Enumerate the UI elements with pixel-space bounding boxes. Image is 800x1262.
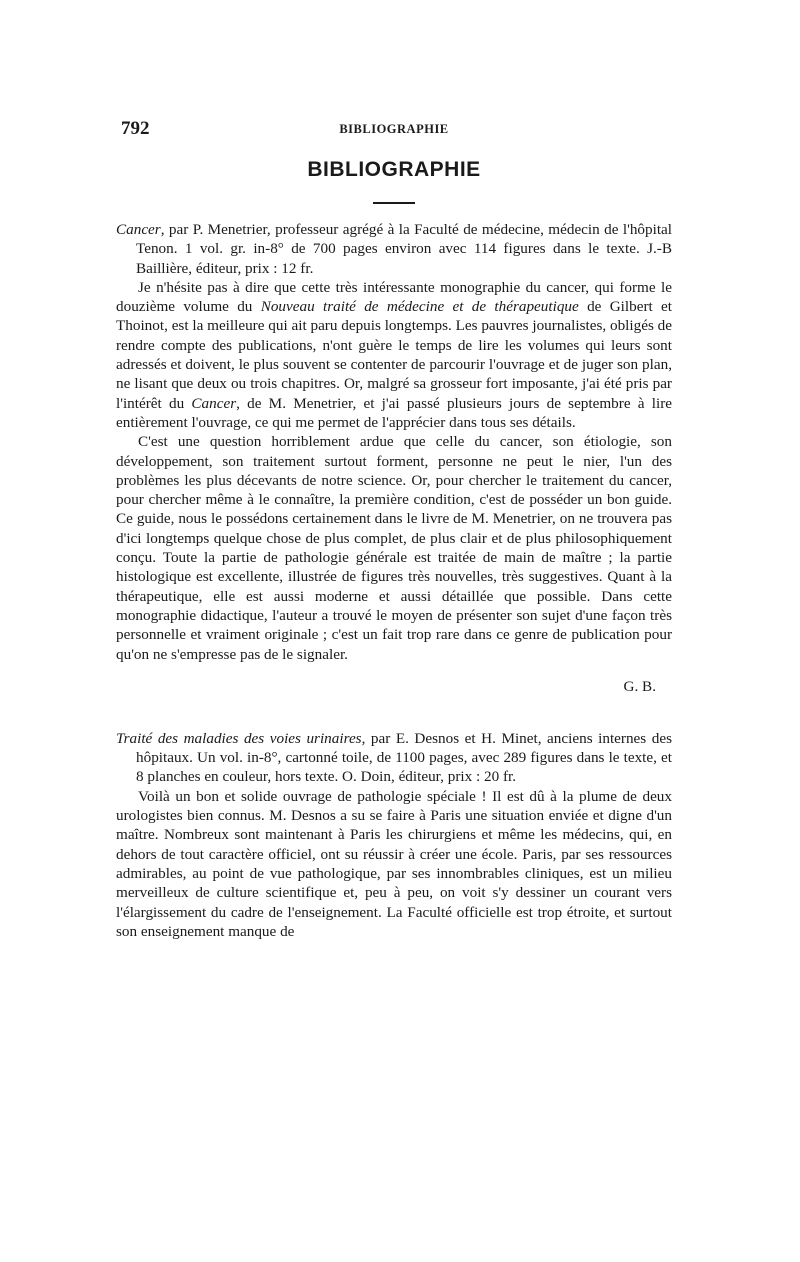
review1-signature: G. B. <box>623 677 656 695</box>
review1-p1-text-a: Je n'hésite pas à dire que cette très intéressante monographie du cancer, qui forme le douzième volume du <box>116 278 672 316</box>
review1-p1-series-title: Nouveau traité de médecine et de thérapeutique <box>260 298 579 316</box>
running-head <box>116 118 672 142</box>
page-number: 792 <box>121 118 150 139</box>
review1-p1-text-b: de Gilbert et Thoinot, est la meilleure qui ait paru depuis longtemps. Les pauvres journalistes, obligés de rendre compte des publications, n'ont guère le temps de lire les volumes qui leurs sont adressés et doivent, le plus souvent se contenter de parcourir l'ouvrage et de juger son plan, ne lisant que deux ou trois chapitres. Or, malgré sa grosseur fort imposante, j'ai été pris par l'intérêt du <box>116 298 672 412</box>
review1-reference <box>116 220 672 278</box>
review1-body <box>116 278 672 664</box>
review1-p1-book-title: Cancer <box>191 394 237 412</box>
review1-p1-text-c: , de M. Menetrier, et j'ai passé plusieurs jours de septembre à lire entièrement l'ouvrage, ce qui me permet de l'apprécier dans tous ses détails. <box>116 394 672 431</box>
review2-reference <box>116 729 672 787</box>
review1-paragraph-2: C'est une question horriblement ardue que celle du cancer, son étiologie, son développement, son traitement surtout forment, personne ne peut le nier, l'un des problèmes les plus décevants de notre science. Or, pour chercher le traitement du cancer, pour chercher même à le connaître, la première condition, c'est de posséder un bon guide. Ce guide, nous le possédons certainement dans le livre de M. Menetrier, on ne trouvera pas d'ici longtemps quelque chose de plus complet, de plus clair et de plus philosophiquement conçu. Toute la partie de pathologie générale est traitée de main de maître ; la partie histologique est excellente, illustrée de figures très nouvelles, très suggestives. Quant à la thérapeutique, elle est aussi moderne et aussi détaillée que possible. Dans cette monographie didactique, l'auteur a trouvé le moyen de présenter son sujet d'une façon très personnelle et vraiment originale ; c'est un fait trop rare dans ce genre de publication pour qu'on ne s'empresse pas de le signaler. <box>116 433 672 663</box>
section-title: BIBLIOGRAPHIE <box>307 158 481 181</box>
running-title: BIBLIOGRAPHIE <box>339 122 449 136</box>
review1-reference-details: , par P. Menetrier, professeur agrégé à la Faculté de médecine, médecin de l'hôpital Tenon. 1 vol. gr. in-8° de 700 pages environ avec 114 figures dans le texte. J.-B Baillière, éditeur, prix : 12 fr. <box>136 221 672 277</box>
page <box>116 118 672 941</box>
review2-reference-details: , par E. Desnos et H. Minet, anciens internes des hôpitaux. Un vol. in-8°, cartonné toile, de 1100 pages, avec 289 figures dans le texte, et 8 planches en couleur, hors texte. O. Doin, éditeur, prix : 20 fr. <box>136 729 672 786</box>
review2-paragraph-1: Voilà un bon et solide ouvrage de pathologie spéciale ! Il est dû à la plume de deux urologistes bien connus. M. Desnos a su se faire à Paris une situation enviée et digne d'un maître. Nombreux sont maintenant à Paris les chirurgiens et même les médecins, qui, en dehors de tout caractère officiel, ont su réussir à créer une école. Paris, par ses ressources admirables, au point de vue pathologique, par ses innombrables cliniques, est un milieu merveilleux de culture scientifique et, peu à peu, on voit s'y dessiner un courant vers l'élargissement du cadre de l'enseignement. La Faculté officielle est trop étroite, et surtout son enseignement manque de <box>116 787 672 940</box>
review1-paragraph-1 <box>116 278 672 432</box>
review2-body <box>116 787 672 941</box>
review1-book-title: Cancer <box>116 221 161 238</box>
review2-book-title: Traité des maladies des voies urinaires <box>116 729 362 747</box>
title-rule <box>373 202 415 204</box>
